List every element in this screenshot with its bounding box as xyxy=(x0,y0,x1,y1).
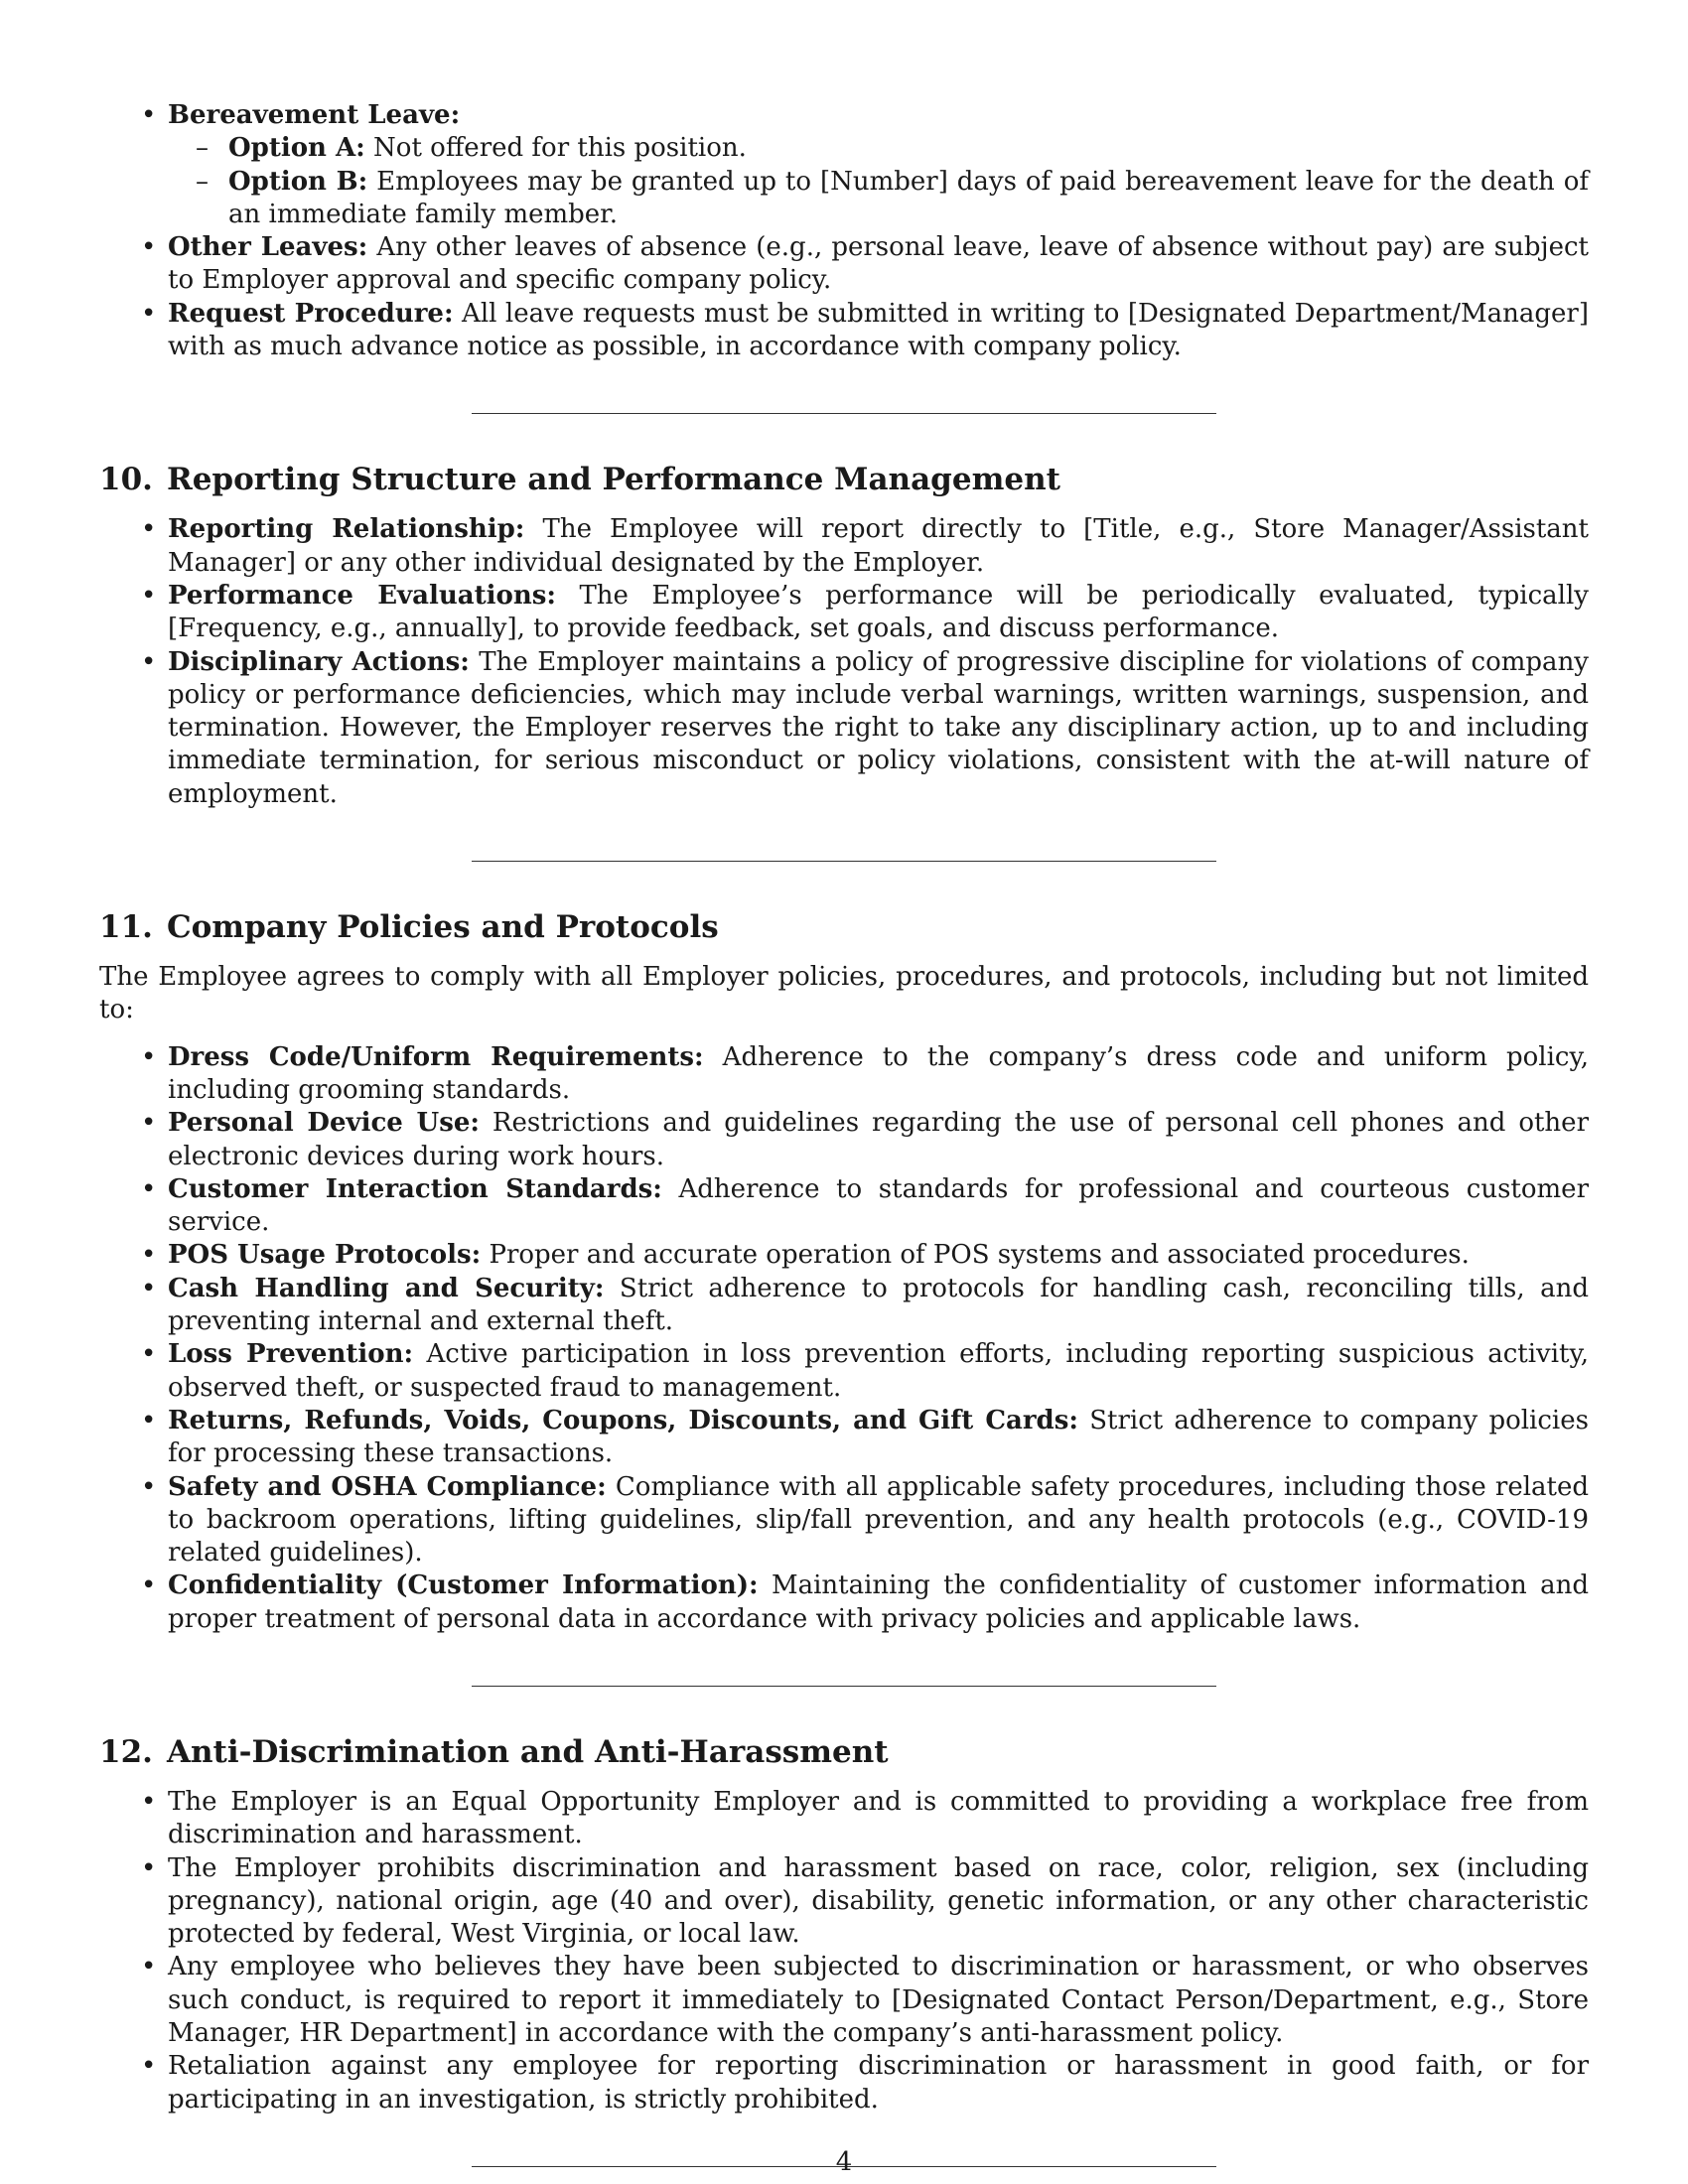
list-item xyxy=(168,1273,1589,1339)
item-text: Strict adherence to protocols for handling cash, reconciling tills, and preventing internal and external theft. xyxy=(168,1273,1589,1337)
section-11-list xyxy=(99,1041,1589,1636)
list-item xyxy=(168,1173,1589,1240)
list-item xyxy=(168,1852,1589,1952)
list-item xyxy=(228,132,1589,165)
item-text: Proper and accurate operation of POS systems and associated procedures. xyxy=(481,1240,1470,1271)
bereavement-options xyxy=(168,132,1589,231)
list-item xyxy=(168,1786,1589,1852)
item-label: Reporting Relationship: xyxy=(168,514,525,545)
item-label: Customer Interaction Standards: xyxy=(168,1173,662,1204)
item-text: Not offered for this position. xyxy=(364,133,747,164)
section-divider xyxy=(472,861,1216,862)
document-page xyxy=(99,99,1589,2167)
item-text: Restrictions and guidelines regarding the use of personal cell phones and other electronic devices during work hours. xyxy=(168,1108,1589,1171)
item-label: Personal Device Use: xyxy=(168,1108,480,1139)
item-label: Safety and OSHA Compliance: xyxy=(168,1471,607,1502)
section-heading xyxy=(99,460,1589,499)
section-heading xyxy=(99,907,1589,947)
item-label: Bereavement Leave: xyxy=(168,100,461,130)
item-text: Any employee who believes they have been subjected to discrimination or harassment, or who observes such conduct, is required to report it immediately to [Designated Contact Person/Department, e.g., Store Manager, HR Department] in accordance with the company’s anti-harassment policy. xyxy=(168,1952,1589,2049)
item-label: Option B: xyxy=(228,166,368,197)
section-number: 10. xyxy=(99,462,153,498)
section-number: 12. xyxy=(99,1733,153,1770)
item-label: Loss Prevention: xyxy=(168,1339,414,1370)
list-item xyxy=(168,298,1589,364)
item-text: The Employee will report directly to [Title, e.g., Store Manager/Assistant Manager] or any other individual designated by the Employer. xyxy=(168,514,1590,578)
item-text: The Employee’s performance will be periodically evaluated, typically [Frequency, e.g., annually], to provide feedback, set goals, and discuss performance. xyxy=(168,580,1589,644)
item-label: Option A: xyxy=(228,133,365,164)
section-10-list xyxy=(99,513,1589,811)
item-text: Adherence to standards for professional and courteous customer service. xyxy=(168,1173,1589,1238)
list-item xyxy=(168,1239,1589,1272)
list-item xyxy=(168,1107,1589,1173)
page-number: 4 xyxy=(835,2147,853,2177)
list-item xyxy=(168,1405,1589,1471)
item-text: The Employer is an Equal Opportunity Employer and is committed to providing a workplace free from discrimination and harassment. xyxy=(168,1786,1589,1850)
list-item xyxy=(168,580,1589,646)
item-text: The Employer prohibits discrimination and harassment based on race, color, religion, sex (including pregnancy), national origin, age (40 and over), disability, genetic information, or any other characteristic protected by federal, West Virginia, or local law. xyxy=(168,1852,1589,1950)
section-title: Company Policies and Protocols xyxy=(166,909,719,946)
list-item xyxy=(168,99,1589,231)
item-label: Confidentiality (Customer Information): xyxy=(168,1570,759,1601)
item-label: Cash Handling and Security: xyxy=(168,1273,605,1303)
item-text: Any other leaves of absence (e.g., personal leave, leave of absence without pay) are subject to Employer approval and specific company policy. xyxy=(168,232,1589,296)
item-label: Disciplinary Actions: xyxy=(168,646,470,677)
item-label: Dress Code/Uniform Requirements: xyxy=(168,1041,704,1072)
list-item xyxy=(168,1338,1589,1405)
item-text: Employees may be granted up to [Number] days of paid bereavement leave for the death of an immediate family member. xyxy=(228,166,1589,229)
leave-list xyxy=(99,99,1589,363)
item-label: Returns, Refunds, Voids, Coupons, Discounts, and Gift Cards: xyxy=(168,1405,1078,1435)
item-text: Strict adherence to company policies for processing these transactions. xyxy=(168,1405,1589,1469)
section-12-list xyxy=(99,1786,1589,2116)
list-item xyxy=(168,513,1589,580)
section-title: Reporting Structure and Performance Management xyxy=(166,462,1060,498)
section-heading xyxy=(99,1732,1589,1772)
item-text: Retaliation against any employee for reporting discrimination or harassment in good faith, or for participating in an investigation, is strictly prohibited. xyxy=(168,2051,1589,2115)
item-text: The Employer maintains a policy of progressive discipline for violations of company policy or performance deficiencies, which may include verbal warnings, written warnings, suspension, and termination. However, the Employer reserves the right to take any disciplinary action, up to and including immediate termination, for serious misconduct or policy violations, consistent with the at-will nature of employment. xyxy=(168,646,1589,809)
section-divider xyxy=(472,1686,1216,1687)
item-label: Other Leaves: xyxy=(168,232,368,263)
list-item xyxy=(168,2050,1589,2116)
list-item xyxy=(168,1471,1589,1570)
section-divider xyxy=(472,413,1216,414)
item-text: All leave requests must be submitted in writing to [Designated Department/Manager] with as much advance notice as possible, in accordance with company policy. xyxy=(168,298,1590,362)
list-item xyxy=(168,231,1589,298)
section-title: Anti-Discrimination and Anti-Harassment xyxy=(166,1733,889,1770)
list-item xyxy=(168,646,1589,811)
item-text: Adherence to the company’s dress code and uniform policy, including grooming standards. xyxy=(168,1041,1589,1105)
list-item xyxy=(168,1570,1589,1636)
list-item xyxy=(168,1951,1589,2050)
item-label: POS Usage Protocols: xyxy=(168,1240,482,1271)
list-item xyxy=(168,1041,1589,1108)
item-text: Compliance with all applicable safety procedures, including those related to backroom operations, lifting guidelines, slip/fall prevention, and any health protocols (e.g., COVID-19 related guidelines). xyxy=(168,1471,1590,1569)
item-text: Active participation in loss prevention efforts, including reporting suspicious activity, observed theft, or suspected fraud to management. xyxy=(168,1339,1589,1403)
item-label: Performance Evaluations: xyxy=(168,580,556,611)
item-label: Request Procedure: xyxy=(168,298,454,329)
section-number: 11. xyxy=(99,909,153,946)
section-intro: The Employee agrees to comply with all Employer policies, procedures, and protocols, including but not limited to: xyxy=(99,962,1589,1025)
item-text: Maintaining the confidentiality of customer information and proper treatment of personal data in accordance with privacy policies and applicable laws. xyxy=(168,1570,1589,1634)
list-item xyxy=(228,166,1589,232)
